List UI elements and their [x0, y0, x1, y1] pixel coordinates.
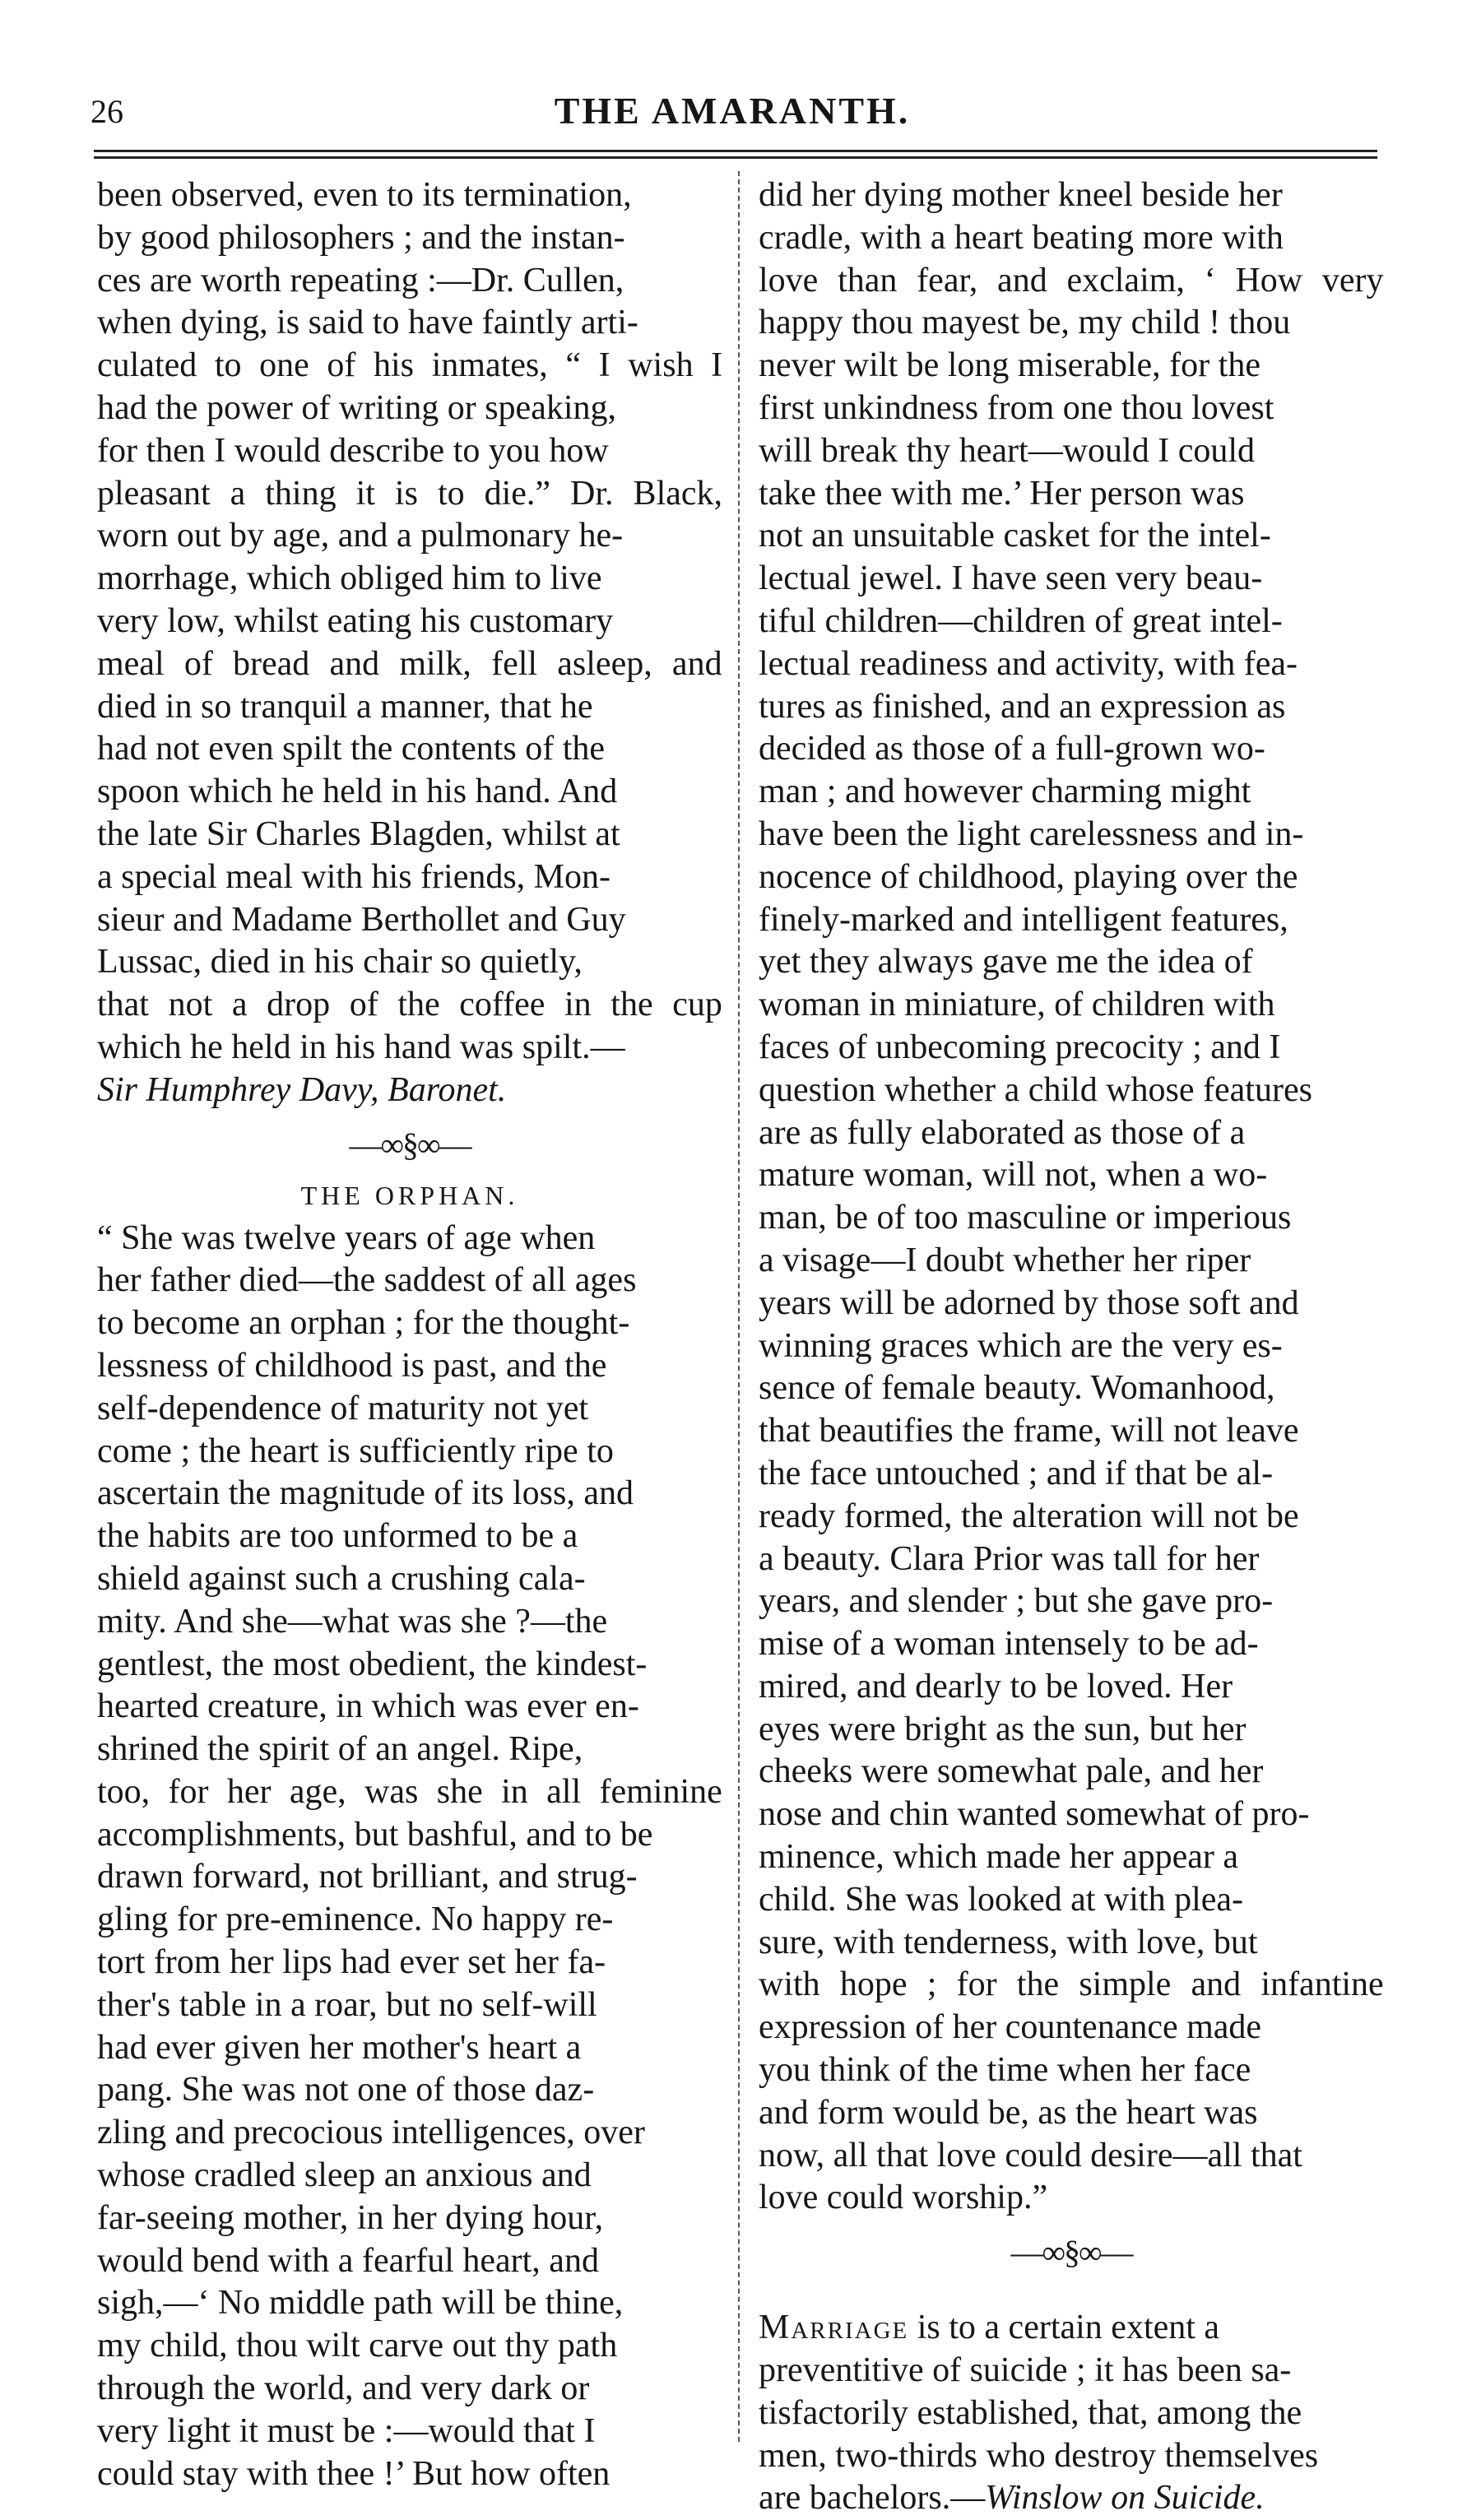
text-line: and form would be, as the heart was: [759, 2093, 1258, 2132]
text-line: tisfactorily established, that, among the: [759, 2393, 1302, 2432]
text-line: love than fear, and exclaim, ‘ How very: [759, 261, 1384, 299]
text-line: meal of bread and milk, fell asleep, and: [97, 644, 722, 683]
text-line: first unkindness from one thou lovest: [759, 388, 1274, 427]
section-title-orphan: THE ORPHAN.: [300, 1180, 519, 1210]
orphan-text: [97, 1218, 722, 2496]
text-line: not an unsuitable casket for the intel-: [759, 517, 1271, 555]
text-line: a special meal with his friends, Mon-: [97, 857, 611, 896]
text-line: the late Sir Charles Blagden, whilst at: [97, 814, 620, 853]
text-line: nocence of childhood, playing over the: [759, 857, 1298, 896]
davy-excerpt-text: [97, 174, 722, 1070]
text-line: self-dependence of maturity not yet: [97, 1389, 589, 1427]
text-line: man ; and however charming might: [759, 773, 1251, 811]
text-line: child. She was looked at with plea-: [759, 1880, 1244, 1919]
text-line: sure, with tenderness, with love, but: [759, 1923, 1258, 1961]
davy-attribution: Sir Humphrey Davy, Baronet.: [97, 1070, 507, 1109]
text-line: expression of her countenance made: [759, 2008, 1262, 2047]
text-line: would bend with a fearful heart, and: [97, 2241, 599, 2280]
marriage-first-line: [759, 2307, 1384, 2350]
text-line: are as fully elaborated as those of a: [759, 1113, 1246, 1152]
text-line: tures as finished, and an expression as: [759, 687, 1286, 726]
text-line: mature woman, will not, when a wo-: [759, 1156, 1268, 1195]
text-line: whose cradled sleep an anxious and: [97, 2156, 592, 2195]
text-line: had not even spilt the contents of the: [97, 730, 606, 768]
text-line: shield against such a crushing cala-: [97, 1559, 586, 1598]
text-line: that beautifies the frame, will not leave: [759, 1412, 1299, 1450]
text-line: nose and chin wanted somewhat of pro-: [759, 1795, 1310, 1834]
text-line: mise of a woman intensely to be ad-: [759, 1625, 1259, 1664]
text-line: with hope ; for the simple and infantine: [759, 1965, 1384, 2004]
text-line: gling for pre-eminence. No happy re-: [97, 1900, 614, 1939]
text-line: men, two-thirds who destroy themselves: [759, 2436, 1319, 2475]
text-line: very light it must be :—would that I: [97, 2411, 596, 2450]
text-line: faces of unbecoming precocity ; and I: [759, 1028, 1281, 1066]
text-line: winning graces which are the very es-: [759, 1326, 1283, 1365]
text-line: sieur and Madame Berthollet and Guy: [97, 900, 626, 939]
section-ornament: —∞§∞—: [349, 1125, 471, 1163]
marriage-text: [759, 2350, 1384, 2477]
right-column: [759, 174, 1384, 2520]
text-line: for then I would describe to you how: [97, 431, 609, 470]
text-line: by good philosophers ; and the instan-: [97, 218, 625, 257]
text-line: gentlest, the most obedient, the kindest-: [97, 1645, 648, 1683]
section-ornament-right: —∞§∞—: [1010, 2234, 1132, 2272]
text-line: yet they always gave me the idea of: [759, 943, 1253, 982]
text-line: woman in miniature, of children with: [759, 986, 1275, 1024]
text-line: decided as those of a full-grown wo-: [759, 730, 1265, 768]
text-line: zling and precocious intelligences, over: [97, 2114, 645, 2152]
text-line: did her dying mother kneel beside her: [759, 176, 1283, 214]
text-line: preventitive of suicide ; it has been sa-: [759, 2351, 1292, 2390]
text-line: pleasant a thing it is to die.” Dr. Black,: [97, 474, 722, 513]
marriage-last-line: [759, 2477, 1384, 2520]
text-line: now, all that love could desire—all that: [759, 2136, 1302, 2174]
text-line: far-seeing mother, in her dying hour,: [97, 2198, 604, 2237]
text-line: too, for her age, was she in all feminine: [97, 1772, 722, 1811]
text-line: will break thy heart—would I could: [759, 431, 1256, 470]
text-line: a visage—I doubt whether her riper: [759, 1241, 1251, 1279]
text-line: died in so tranquil a manner, that he: [97, 687, 593, 726]
text-line: mired, and dearly to be loved. Her: [759, 1667, 1233, 1706]
text-line: never wilt be long miserable, for the: [759, 346, 1260, 385]
text-line: pang. She was not one of those daz-: [97, 2071, 595, 2109]
page-number: 26: [91, 93, 123, 130]
header-rule-double: [94, 156, 1377, 159]
text-line: ready formed, the alteration will not be: [759, 1497, 1299, 1535]
text-line: had ever given her mother's heart a: [97, 2028, 582, 2067]
column-divider: [738, 171, 740, 2442]
marriage-first-line-rest: is to a certain extent a: [908, 2309, 1220, 2347]
page-header: [91, 89, 1374, 138]
text-line: Lussac, died in his chair so quietly,: [97, 943, 583, 982]
text-line: lectual readiness and activity, with fea-: [759, 644, 1298, 683]
text-line: very low, whilst eating his customary: [97, 601, 614, 640]
text-line: take thee with me.’ Her person was: [759, 474, 1245, 513]
text-line: morrhage, which obliged him to live: [97, 559, 602, 598]
marriage-attribution: Winslow on Suicide.: [985, 2479, 1265, 2518]
text-line: the face untouched ; and if that be al-: [759, 1454, 1274, 1492]
text-line: finely-marked and intelligent features,: [759, 900, 1288, 939]
text-line: ces are worth repeating :—Dr. Cullen,: [97, 261, 624, 299]
text-line: lessness of childhood is past, and the: [97, 1346, 607, 1385]
text-line: come ; the heart is sufficiently ripe to: [97, 1432, 614, 1470]
text-line: been observed, even to its termination,: [97, 176, 632, 214]
text-line: worn out by age, and a pulmonary he-: [97, 517, 624, 555]
text-line: cheeks were somewhat pale, and her: [759, 1752, 1264, 1791]
text-line: could stay with thee !’ But how often: [97, 2454, 611, 2493]
text-line: ascertain the magnitude of its loss, and: [97, 1474, 634, 1513]
running-title: THE AMARANTH.: [554, 90, 911, 132]
text-line: a beauty. Clara Prior was tall for her: [759, 1539, 1260, 1578]
text-line: happy thou mayest be, my child ! thou: [759, 304, 1291, 342]
orphan-text-continued: [759, 174, 1384, 2220]
text-line: “ She was twelve years of age when: [97, 1218, 596, 1257]
text-line: culated to one of his inmates, “ I wish I: [97, 346, 722, 385]
left-column: [97, 174, 722, 2495]
text-line: cradle, with a heart beating more with: [759, 218, 1284, 257]
text-line: tiful children—children of great intel-: [759, 601, 1283, 640]
text-line: ther's table in a roar, but no self-will: [97, 1985, 597, 2024]
text-line: tort from her lips had ever set her fa-: [97, 1943, 606, 1982]
text-line: mity. And she—what was she ?—the: [97, 1602, 608, 1641]
text-line: the habits are too unformed to be a: [97, 1517, 578, 1556]
text-line: you think of the time when her face: [759, 2051, 1251, 2090]
text-line: spoon which he held in his hand. And: [97, 773, 618, 811]
text-line: man, be of too masculine or imperious: [759, 1199, 1292, 1237]
text-line: which he held in his hand was spilt.—: [97, 1028, 625, 1066]
text-line: eyes were bright as the sun, but her: [759, 1710, 1247, 1748]
text-line: sence of female beauty. Womanhood,: [759, 1369, 1275, 1408]
text-line: through the world, and very dark or: [97, 2369, 590, 2408]
text-line: when dying, is said to have faintly arti-: [97, 304, 638, 342]
text-line: years, and slender ; but she gave pro-: [759, 1582, 1274, 1621]
text-line: had the power of writing or speaking,: [97, 388, 617, 427]
text-line: that not a drop of the coffee in the cup: [97, 986, 722, 1024]
text-line: years will be adorned by those soft and: [759, 1283, 1299, 1322]
text-line: lectual jewel. I have seen very beau-: [759, 559, 1263, 598]
text-line: my child, thou wilt carve out thy path: [97, 2327, 618, 2365]
marriage-last-line-start: are bachelors.—: [759, 2479, 986, 2518]
text-line: sigh,—‘ No middle path will be thine,: [97, 2284, 624, 2323]
text-line: love could worship.”: [759, 2179, 1048, 2217]
text-line: to become an orphan ; for the thought-: [97, 1304, 630, 1343]
text-line: have been the light carelessness and in-: [759, 814, 1304, 853]
text-line: hearted creature, in which was ever en-: [97, 1687, 639, 1726]
header-rule: [94, 150, 1377, 152]
text-line: accomplishments, but bashful, and to be: [97, 1815, 653, 1854]
text-line: her father died—the saddest of all ages: [97, 1261, 637, 1300]
text-line: question whether a child whose features: [759, 1070, 1312, 1109]
marriage-lead-word: Marriage: [759, 2309, 909, 2347]
text-line: drawn forward, not brilliant, and strug-: [97, 1858, 638, 1896]
text-line: minence, which made her appear a: [759, 1838, 1239, 1877]
text-line: shrined the spirit of an angel. Ripe,: [97, 1730, 583, 1769]
